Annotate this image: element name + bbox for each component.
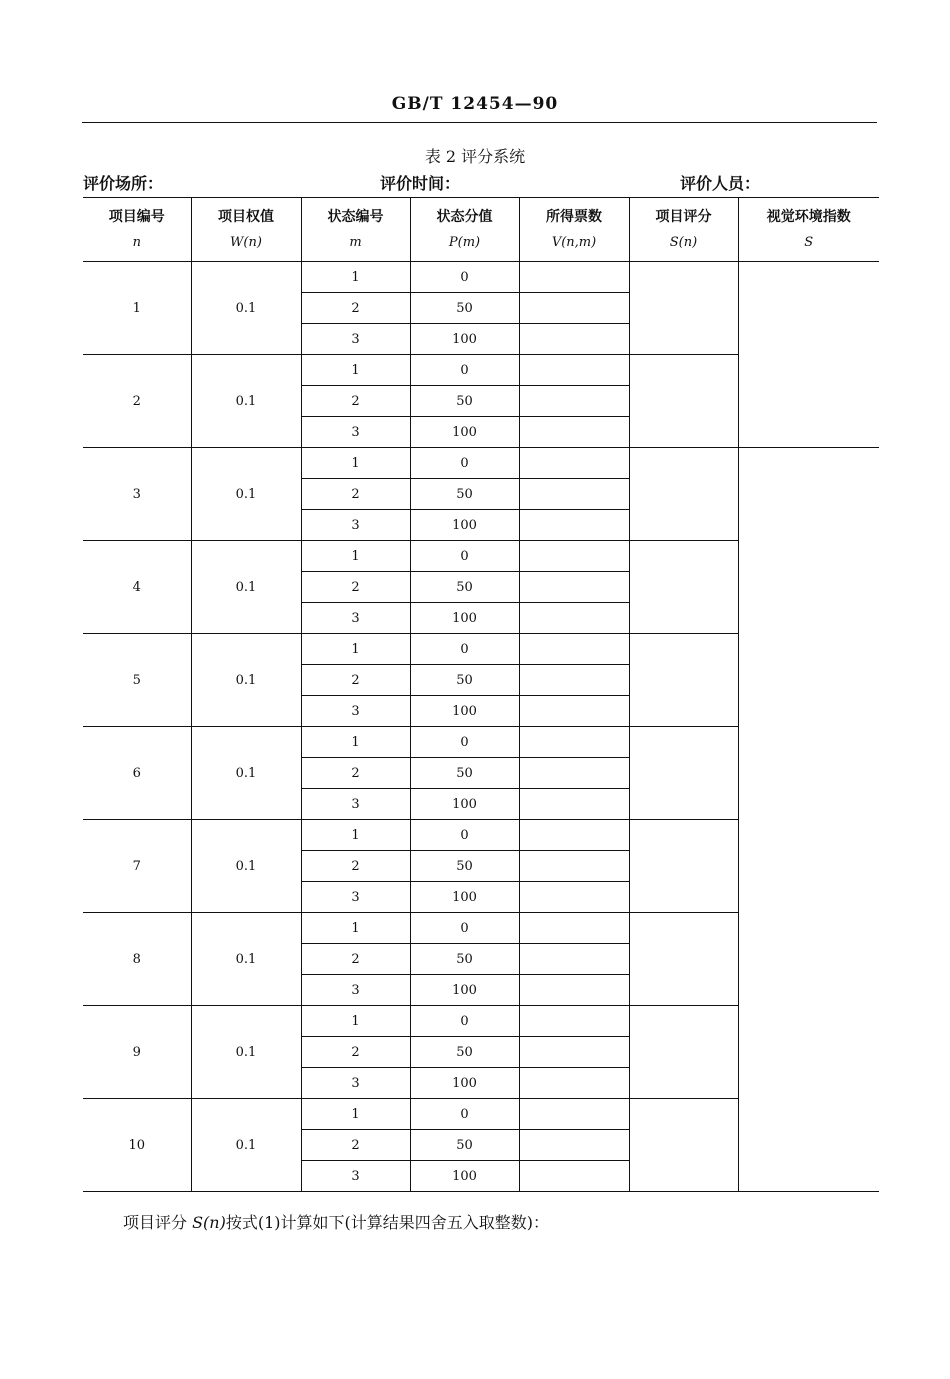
- state-score-cell: 50: [410, 572, 519, 603]
- votes-cell: [519, 293, 629, 324]
- state-number-cell: 2: [301, 758, 410, 789]
- votes-cell: [519, 1006, 629, 1037]
- state-number-cell: 1: [301, 541, 410, 572]
- state-number-cell: 1: [301, 1006, 410, 1037]
- item-score-cell: [629, 1099, 738, 1192]
- item-number-cell: 1: [83, 262, 191, 355]
- state-number-cell: 3: [301, 1161, 410, 1192]
- state-number-cell: 1: [301, 355, 410, 386]
- item-weight-cell: 0.1: [191, 541, 301, 634]
- votes-cell: [519, 1161, 629, 1192]
- votes-cell: [519, 603, 629, 634]
- state-number-cell: 2: [301, 851, 410, 882]
- item-number-cell: 5: [83, 634, 191, 727]
- votes-cell: [519, 696, 629, 727]
- visual-index-cell: [738, 262, 879, 448]
- votes-cell: [519, 417, 629, 448]
- state-score-cell: 100: [410, 510, 519, 541]
- item-weight-cell: 0.1: [191, 727, 301, 820]
- footnote-prefix: 项目评分: [123, 1213, 193, 1232]
- state-score-cell: 100: [410, 324, 519, 355]
- state-score-cell: 50: [410, 758, 519, 789]
- state-number-cell: 3: [301, 324, 410, 355]
- state-score-cell: 0: [410, 355, 519, 386]
- state-number-cell: 3: [301, 510, 410, 541]
- state-score-cell: 50: [410, 479, 519, 510]
- table-row: [83, 448, 879, 479]
- state-number-cell: 2: [301, 665, 410, 696]
- item-number-cell: 3: [83, 448, 191, 541]
- header-visual-index: [738, 198, 879, 262]
- item-score-cell: [629, 913, 738, 1006]
- item-score-cell: [629, 634, 738, 727]
- header-label: 所得票数: [546, 208, 602, 225]
- header-symbol: V(n,m): [551, 234, 597, 250]
- state-score-cell: 0: [410, 727, 519, 758]
- state-score-cell: 50: [410, 386, 519, 417]
- votes-cell: [519, 634, 629, 665]
- evaluator-label: 评价人员：: [680, 174, 761, 193]
- item-score-cell: [629, 820, 738, 913]
- state-score-cell: 50: [410, 665, 519, 696]
- votes-cell: [519, 386, 629, 417]
- state-number-cell: 1: [301, 727, 410, 758]
- votes-cell: [519, 1130, 629, 1161]
- visual-index-blank-cell: [738, 448, 879, 1192]
- header-item-score: [629, 198, 738, 262]
- votes-cell: [519, 789, 629, 820]
- votes-cell: [519, 479, 629, 510]
- evaluation-time-label: 评价时间：: [380, 174, 461, 193]
- item-number-cell: 4: [83, 541, 191, 634]
- state-score-cell: 50: [410, 944, 519, 975]
- votes-cell: [519, 324, 629, 355]
- header-label: 视觉环境指数: [766, 208, 851, 225]
- item-weight-cell: 0.1: [191, 448, 301, 541]
- votes-cell: [519, 944, 629, 975]
- state-number-cell: 1: [301, 913, 410, 944]
- state-number-cell: 3: [301, 975, 410, 1006]
- state-score-cell: 0: [410, 634, 519, 665]
- footnote-suffix: 按式(1)计算如下(计算结果四舍五入取整数)：: [225, 1213, 549, 1232]
- item-number-cell: 7: [83, 820, 191, 913]
- state-score-cell: 100: [410, 603, 519, 634]
- state-score-cell: 0: [410, 913, 519, 944]
- item-weight-cell: 0.1: [191, 913, 301, 1006]
- state-number-cell: 1: [301, 634, 410, 665]
- header-votes: [519, 198, 629, 262]
- table-row: [83, 262, 879, 293]
- votes-cell: [519, 1068, 629, 1099]
- state-score-cell: 100: [410, 789, 519, 820]
- footnote-symbol: S(n): [192, 1213, 226, 1232]
- header-symbol: S: [804, 234, 814, 250]
- state-number-cell: 1: [301, 1099, 410, 1130]
- votes-cell: [519, 851, 629, 882]
- header-state-number: [301, 198, 410, 262]
- header-state-score: [410, 198, 519, 262]
- item-number-cell: 10: [83, 1099, 191, 1192]
- header-symbol: n: [132, 234, 141, 250]
- evaluation-place-label: 评价场所：: [83, 174, 164, 193]
- header-rule: [82, 122, 877, 123]
- votes-cell: [519, 665, 629, 696]
- state-score-cell: 100: [410, 417, 519, 448]
- item-score-cell: [629, 355, 738, 448]
- header-item-number: [83, 198, 191, 262]
- votes-cell: [519, 572, 629, 603]
- state-score-cell: 100: [410, 696, 519, 727]
- state-number-cell: 2: [301, 944, 410, 975]
- item-weight-cell: 0.1: [191, 634, 301, 727]
- state-number-cell: 2: [301, 572, 410, 603]
- state-score-cell: 100: [410, 1161, 519, 1192]
- header-symbol: P(m): [448, 234, 481, 250]
- header-label: 项目权值: [218, 208, 274, 225]
- item-score-cell: [629, 541, 738, 634]
- header-symbol: S(n): [669, 234, 698, 250]
- header-label: 项目评分: [655, 208, 712, 225]
- table-caption: 表 2 评分系统: [424, 147, 526, 166]
- state-score-cell: 50: [410, 851, 519, 882]
- item-score-cell: [629, 262, 738, 355]
- votes-cell: [519, 820, 629, 851]
- state-number-cell: 3: [301, 789, 410, 820]
- state-score-cell: 100: [410, 1068, 519, 1099]
- votes-cell: [519, 727, 629, 758]
- item-weight-cell: 0.1: [191, 355, 301, 448]
- item-weight-cell: 0.1: [191, 1099, 301, 1192]
- state-score-cell: 50: [410, 1037, 519, 1068]
- state-number-cell: 1: [301, 820, 410, 851]
- votes-cell: [519, 541, 629, 572]
- header-label: 项目编号: [108, 208, 165, 225]
- state-score-cell: 0: [410, 262, 519, 293]
- state-number-cell: 1: [301, 448, 410, 479]
- state-number-cell: 3: [301, 1068, 410, 1099]
- votes-cell: [519, 1037, 629, 1068]
- item-number-cell: 9: [83, 1006, 191, 1099]
- header-label: 状态编号: [327, 208, 384, 225]
- votes-cell: [519, 262, 629, 293]
- item-weight-cell: 0.1: [191, 820, 301, 913]
- header-symbol: W(n): [230, 234, 262, 250]
- item-score-cell: [629, 448, 738, 541]
- standard-code: GB/T 12454—90: [391, 94, 559, 114]
- state-number-cell: 3: [301, 417, 410, 448]
- item-score-cell: [629, 1006, 738, 1099]
- item-score-cell: [629, 727, 738, 820]
- scoring-system-table: [83, 197, 879, 1192]
- item-number-cell: 6: [83, 727, 191, 820]
- state-score-cell: 50: [410, 1130, 519, 1161]
- header-item-weight: [191, 198, 301, 262]
- table-header-row: [83, 198, 879, 262]
- item-number-cell: 2: [83, 355, 191, 448]
- header-symbol: m: [349, 234, 362, 250]
- state-number-cell: 2: [301, 293, 410, 324]
- state-score-cell: 0: [410, 448, 519, 479]
- state-number-cell: 3: [301, 603, 410, 634]
- state-number-cell: 2: [301, 1037, 410, 1068]
- votes-cell: [519, 1099, 629, 1130]
- votes-cell: [519, 510, 629, 541]
- state-number-cell: 3: [301, 882, 410, 913]
- votes-cell: [519, 758, 629, 789]
- footnote: [123, 1210, 549, 1233]
- state-score-cell: 50: [410, 293, 519, 324]
- state-score-cell: 100: [410, 882, 519, 913]
- header-label: 状态分值: [436, 208, 493, 225]
- state-score-cell: 100: [410, 975, 519, 1006]
- votes-cell: [519, 913, 629, 944]
- state-number-cell: 2: [301, 386, 410, 417]
- state-number-cell: 2: [301, 479, 410, 510]
- votes-cell: [519, 355, 629, 386]
- state-score-cell: 0: [410, 541, 519, 572]
- item-weight-cell: 0.1: [191, 262, 301, 355]
- item-weight-cell: 0.1: [191, 1006, 301, 1099]
- state-number-cell: 2: [301, 1130, 410, 1161]
- state-score-cell: 0: [410, 820, 519, 851]
- votes-cell: [519, 448, 629, 479]
- state-score-cell: 0: [410, 1006, 519, 1037]
- votes-cell: [519, 975, 629, 1006]
- state-number-cell: 3: [301, 696, 410, 727]
- item-number-cell: 8: [83, 913, 191, 1006]
- table-body: [83, 262, 879, 1192]
- votes-cell: [519, 882, 629, 913]
- state-number-cell: 1: [301, 262, 410, 293]
- state-score-cell: 0: [410, 1099, 519, 1130]
